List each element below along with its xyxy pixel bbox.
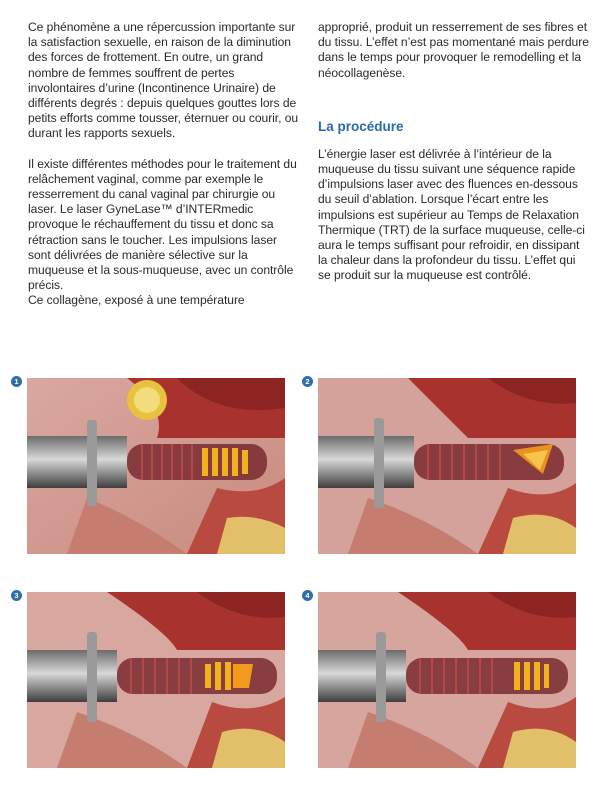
procedure-illustration-1: [27, 378, 285, 554]
laser-probe-illustration: [318, 592, 576, 768]
figure-number-badge: 2: [302, 376, 313, 387]
section-heading: La procédure: [318, 118, 404, 134]
procedure-illustration-4: [318, 592, 576, 768]
body-paragraph: Ce phénomène a une répercussion importante sur la satisfaction sexuelle, en raison de la diminution des forces de frottement. En outre, un grand nombre de femmes souffrent de pertes involontaires d’urine (Incontinence Urinaire) de différents degrés : depuis quelques gouttes lors de petits efforts comme tousser, éternuer ou courir, ou durant les rapports sexuels.: [28, 20, 299, 141]
body-paragraph: Ce collagène, exposé à une température: [28, 293, 245, 308]
left-column: [28, 20, 300, 309]
right-column: [318, 20, 590, 284]
laser-probe-illustration: [27, 378, 285, 554]
body-paragraph: L’énergie laser est délivrée à l’intérieur de la muqueuse du tissu suivant une séquence rapide d’impulsions laser avec des fluences en-dessous du seuil d’ablation. Lorsque l’écart entre les impulsions est supérieur au Temps de Relaxation Thermique (TRT) de la surface muqueuse, celle-ci aura le temps suffisant pour refroidir, en dissipant la chaleur dans la profondeur du tissu. L’effet qui se produit sur la muqueuse est contrôlé.: [318, 146, 585, 283]
procedure-illustration-2: [318, 378, 576, 554]
laser-probe-illustration: [27, 592, 285, 768]
body-paragraph: approprié, produit un resserrement de ses fibres et du tissu. L’effet n’est pas momentané mais perdure dans le temps pour provoquer le remodelling et la néocollagenèse.: [318, 20, 589, 80]
figure-number-badge: 3: [11, 590, 22, 601]
procedure-illustration-3: [27, 592, 285, 768]
laser-probe-illustration: [318, 378, 576, 554]
figure-number-badge: 1: [11, 376, 22, 387]
figure-number-badge: 4: [302, 590, 313, 601]
body-paragraph: Il existe différentes méthodes pour le traitement du relâchement vaginal, comme par exemple le resserrement du canal vaginal par chirurgie ou laser. Le laser GyneLase™ d’INTERmedic provoque le réchauffement du tissu et donc sa rétraction sans le toucher. Les impulsions laser sont délivrées de manière sélective sur la muqueuse et la sous-muqueuse, avec un contrôle précis.: [28, 156, 297, 293]
